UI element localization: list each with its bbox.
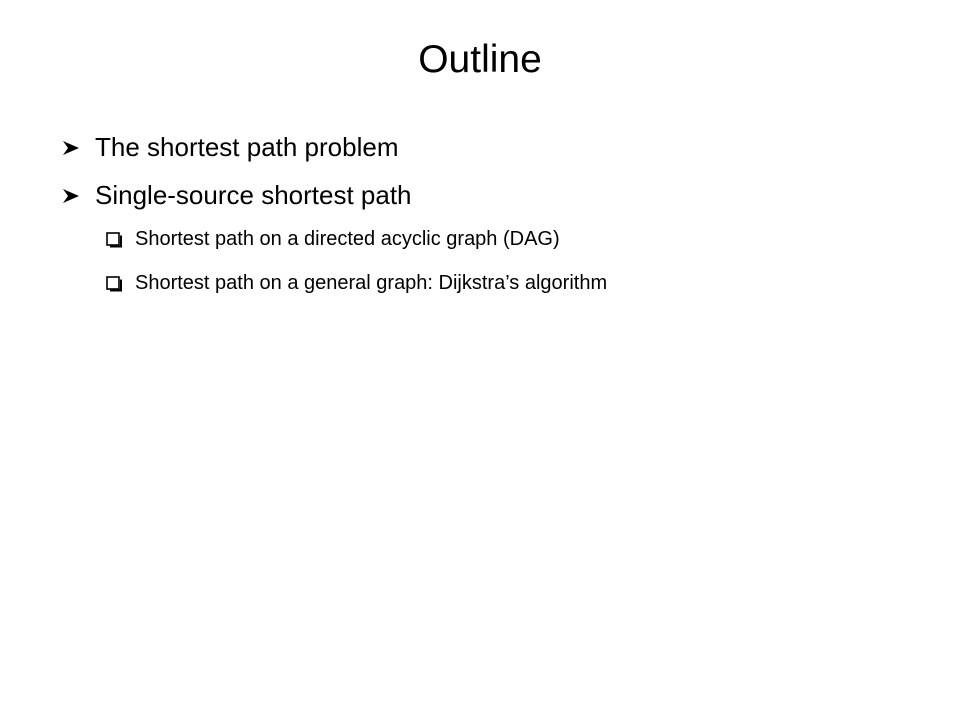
sub-bullet-text: Shortest path on a general graph: Dijkstra’s algorithm	[135, 272, 608, 294]
sub-bullet-item-dag	[62, 226, 922, 252]
bullet-item-single-source	[62, 178, 922, 212]
bullet-item-shortest-path-problem	[62, 130, 922, 164]
bullet-text: Single-source shortest path	[95, 180, 412, 210]
bullet-text: The shortest path problem	[95, 132, 399, 162]
square-bullet-icon	[106, 270, 124, 296]
arrowhead-bullet-icon	[62, 178, 82, 212]
slide-title: Outline	[418, 38, 542, 81]
sub-bullet-text: Shortest path on a directed acyclic graph (DAG)	[135, 228, 560, 250]
arrowhead-bullet-icon	[62, 130, 82, 164]
square-bullet-icon	[106, 226, 124, 252]
sub-bullet-item-dijkstra	[62, 270, 922, 296]
bullet-list	[62, 130, 922, 314]
